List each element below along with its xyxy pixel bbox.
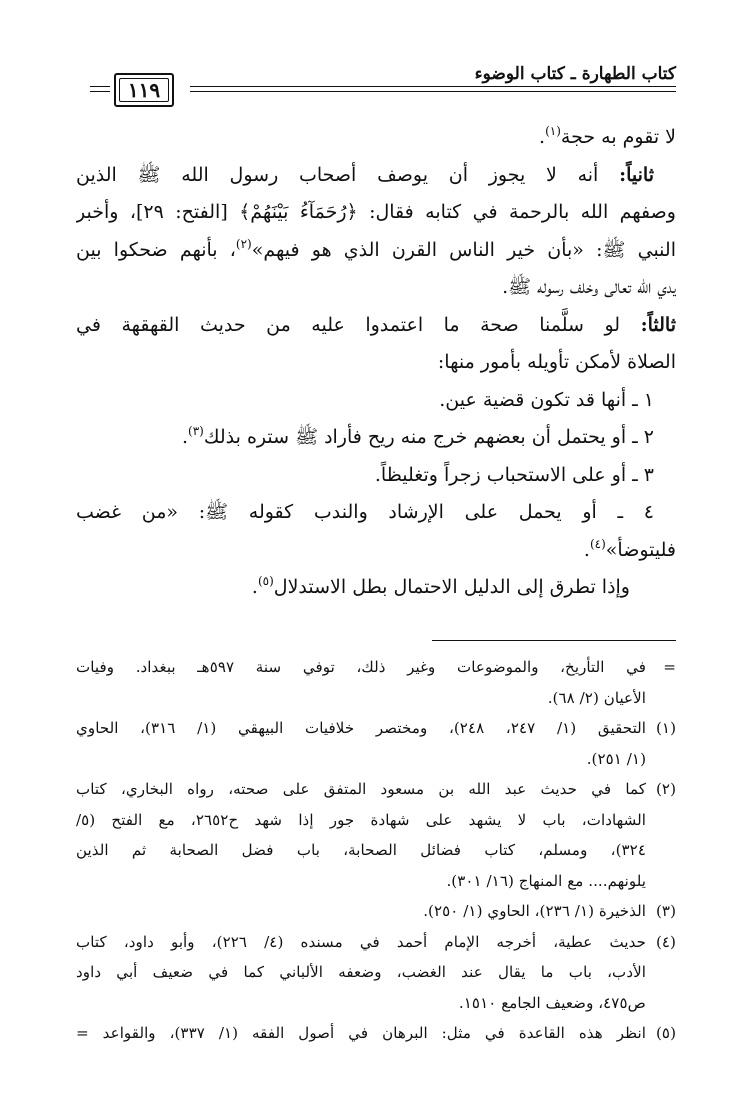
list-item: ٤ ـ أو يحمل على الإرشاد والندب كقوله ﷺ: «من غضب — [76, 501, 654, 523]
footnote-line: ص٤٧٥، وضعيف الجامع ١٥١٠. — [458, 993, 646, 1012]
footnote-line: ٣٢٤)، ومسلم، كتاب فضائل الصحابة، باب فضل الصحابة ثم الذين — [76, 841, 646, 859]
text-line: وصفهم الله بالرحمة في كتابه فقال: ﴿رُحَمَآءُ بَيْنَهُمْ﴾ [الفتح: ٢٩]، وأخبر — [76, 201, 676, 223]
footnote-line: (٢)كما في حديث عبد الله بن مسعود المتفق على صحته، رواه البخاري، كتاب — [76, 774, 676, 805]
footnote-mark: (١) — [655, 719, 676, 737]
text-line: يدي الله تعالى وخلف رسوله ﷺ. — [502, 276, 676, 298]
page-number-box — [114, 73, 174, 107]
footnote-line: (٤)حديث عطية، أخرجه الإمام أحمد في مسنده (٤/ ٢٢٦)، وأبو داود، كتاب — [76, 927, 676, 958]
text-line: الصلاة لأمكن تأويله بأمور منها: — [437, 351, 676, 373]
text-line: وإذا تطرق إلى الدليل الاحتمال بطل الاستدلال$^{(٥)}$. — [251, 574, 630, 598]
header-rule-top — [190, 86, 676, 87]
list-item: ٣ ـ أو على الاستحباب زجراً وتغليظاً. — [374, 463, 654, 486]
footnote-line: الأدب، باب ما يقال عند الغضب، وضعفه الألباني كما في ضعيف أبي داود — [76, 963, 646, 981]
footnote-line: (١)التحقيق (١/ ٢٤٧، ٢٤٨)، ومختصر خلافيات البيهقي (١/ ٣١٦)، الحاوي — [76, 713, 676, 744]
footnote-ref: (٣) — [188, 424, 204, 438]
header-rule-left-bottom — [90, 91, 110, 92]
footnote-line: يلونهم.... مع المنهاج (١٦/ ٣٠١). — [446, 871, 646, 890]
footnote-ref: (١) — [545, 124, 561, 138]
header-rule-bottom — [190, 91, 676, 92]
list-item: ١ ـ أنها قد تكون قضية عين. — [439, 388, 654, 411]
text-line: ثالثاً: لو سلَّمنا صحة ما اعتمدوا عليه من حديث القهقهة في — [76, 313, 676, 336]
footnote-mark: (٥) — [655, 1024, 676, 1042]
footnote-line: (٥)انظر هذه القاعدة في مثل: البرهان في أصول الفقه (١/ ٣٣٧)، والقواعد = — [76, 1018, 676, 1049]
running-header-title: كتاب الطهارة ـ كتاب الوضوء — [474, 64, 676, 84]
text-line: فليتوضأ»$^{(٤)}$. — [583, 536, 676, 561]
text-line: لا تقوم به حجة$^{(١)}$. — [539, 124, 676, 148]
footnote-ref: (٤) — [589, 536, 606, 551]
main-text — [76, 119, 676, 607]
footnote-mark: (٤) — [655, 932, 676, 951]
list-item: ٢ ـ أو يحتمل أن بعضهم خرج منه ريح فأراد ﷺ ستره بذلك$^{(٣)}$. — [181, 424, 654, 448]
text-line: ثانياً: أنه لا يجوز أن يوصف أصحاب رسول الله ﷺ الذين — [76, 163, 654, 186]
footnote-mark: (٢) — [655, 780, 676, 798]
footnote-ref: (٥) — [257, 574, 274, 588]
footnote-line: (١/ ٢٥١). — [586, 749, 646, 768]
footnote-separator — [432, 640, 676, 641]
footnote-line: =في التأريخ، والموضوعات وغير ذلك، توفي سنة ٥٩٧هـ ببغداد. وفيات — [76, 652, 676, 683]
footnotes — [76, 652, 676, 1049]
page-number: ١١٩ — [127, 78, 161, 102]
footnote-ref: (٢) — [235, 236, 252, 251]
section-lead: ثالثاً: — [640, 313, 676, 336]
section-lead: ثانياً: — [619, 163, 654, 186]
footnote-line: الشهادات، باب لا يشهد على شهادة جور إذا شهد ح٢٦٥٢، مع الفتح (٥/ — [76, 810, 647, 829]
footnote-line: الأعيان (٢/ ٦٨). — [547, 688, 646, 707]
footnote-mark: = — [663, 658, 676, 676]
footnote-line: (٣)الذخيرة (١/ ٢٣٦)، الحاوي (١/ ٢٥٠). — [76, 896, 676, 927]
text-line: النبي ﷺ: «بأن خير الناس القرن الذي هو فيهم»$^{(٢)}$، بأنهم ضحكوا بين — [76, 236, 676, 261]
header-rule-left-top — [90, 86, 110, 87]
footnote-mark: (٣) — [655, 902, 676, 920]
